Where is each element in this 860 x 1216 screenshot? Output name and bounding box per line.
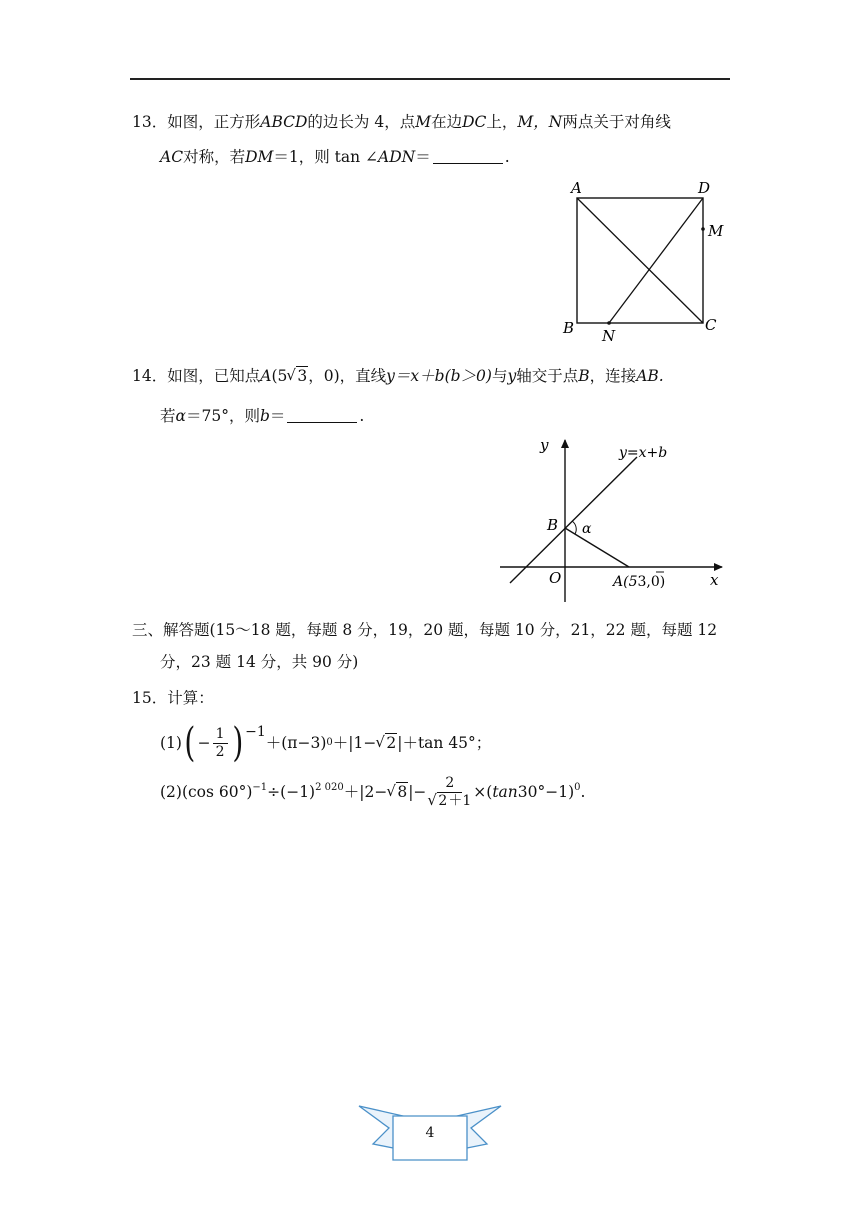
sqrt-8: √ 8 — [387, 782, 408, 802]
q15-part1: (1) ( − $\frac{1}{2}$ ) −1 ＋(π−3) 0 ＋|1− √ 2 |＋tan 45°； — [160, 718, 491, 768]
page-number: 4 — [425, 1125, 435, 1141]
label-point-b: B — [547, 516, 559, 534]
label-b: B — [563, 319, 575, 337]
answer-blank-q14[interactable] — [287, 408, 357, 423]
label-m: M — [708, 222, 724, 240]
label-d: D — [698, 179, 711, 197]
label-alpha: α — [582, 521, 592, 537]
label-c: C — [705, 316, 717, 334]
label-y-axis: y — [540, 436, 549, 454]
q13-number: 13． — [132, 113, 168, 131]
label-a: A — [571, 179, 582, 197]
label-line-equation: y=x+b — [619, 445, 668, 461]
label-x-axis: x — [710, 571, 719, 589]
q14-number: 14． — [132, 367, 168, 385]
q14-line1: 14．如图，已知点A(5√ 3，0)，直线y＝x＋b(b＞0)与y轴交于点B，连接AB. — [132, 366, 664, 386]
label-n: N — [602, 327, 616, 345]
fraction-half: $\frac{1}{2}$ — [213, 726, 228, 761]
label-point-a: A(53,0) — [613, 574, 666, 590]
paren-group: ( − $\frac{1}{2}$ ) — [184, 720, 243, 766]
square-diagram — [555, 175, 735, 345]
sqrt-3: √ 3 — [287, 366, 308, 386]
segment-ab — [565, 528, 629, 567]
header-rule — [130, 78, 730, 80]
diagonal-ac — [577, 198, 703, 323]
point-n — [607, 321, 611, 325]
q13-line1: 13．如图，正方形ABCD的边长为 4，点M在边DC上，M，N两点关于对角线 — [132, 113, 671, 131]
q15-part2: (2)(cos 60°) $^{-1}$ ÷(−1) $^{2 020}$ ＋|2− √ 8 |− 2 √ 2＋1 ×( tan 30°−1) $^0$ . — [160, 770, 585, 814]
sqrt-2: √ 2 — [376, 733, 397, 753]
q13-line2: AC对称，若DM＝1，则 tan ∠ADN＝ . — [160, 148, 510, 166]
coordinate-diagram — [495, 430, 735, 610]
section3-heading-line2: 分，23 题 14 分，共 90 分) — [160, 653, 359, 671]
segment-dn — [609, 198, 703, 323]
label-origin: O — [549, 569, 562, 587]
q15-number: 15． — [132, 689, 168, 707]
q15-heading: 15．计算： — [132, 689, 214, 707]
point-m — [701, 227, 705, 231]
q14-line2: 若α＝75°，则b＝ . — [160, 407, 365, 425]
fraction-2-over-sqrt2-plus-1: 2 √ 2＋1 — [428, 775, 471, 810]
section3-heading-line1: 三、解答题(15～18 题，每题 8 分，19，20 题，每题 10 分，21，22 题，每题 12 — [132, 621, 718, 639]
answer-blank-q13[interactable] — [433, 149, 503, 164]
line-y-x-b — [510, 457, 637, 583]
